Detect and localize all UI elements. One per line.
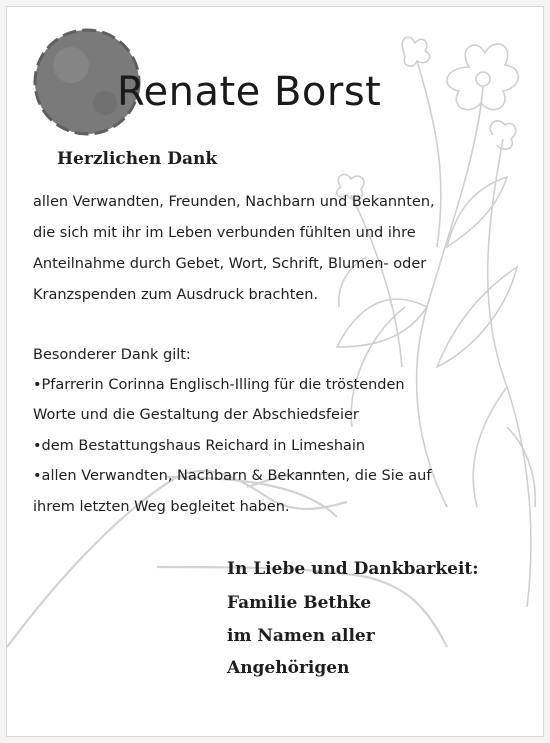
signature-line-4: Angehörigen xyxy=(227,658,350,678)
signature-line-1: In Liebe und Dankbarkeit: xyxy=(227,559,479,579)
obituary-card xyxy=(6,6,544,737)
paragraph-line-2: die sich mit ihr im Leben verbunden fühlten und ihre xyxy=(33,225,416,241)
paragraph-line-4: Kranzspenden zum Ausdruck brachten. xyxy=(33,287,319,303)
special-line-2: Worte und die Gestaltung der Abschiedsfeier xyxy=(33,407,359,423)
paragraph-line-1: allen Verwandten, Freunden, Nachbarn und Bekannten, xyxy=(33,194,435,210)
signature-line-2: Familie Bethke xyxy=(227,593,372,613)
special-thanks-title: Besonderer Dank gilt: xyxy=(33,347,191,363)
flower-illustration-icon xyxy=(337,37,536,607)
special-line-4: •allen Verwandten, Nachbarn & Bekannten, die Sie auf xyxy=(33,468,432,484)
special-line-3: •dem Bestattungshaus Reichard in Limeshain xyxy=(33,438,366,454)
paragraph-line-3: Anteilnahme durch Gebet, Wort, Schrift, Blumen- oder xyxy=(33,256,427,272)
deceased-name: Renate Borst xyxy=(117,69,382,115)
special-line-5: ihrem letzten Weg begleitet haben. xyxy=(33,499,290,515)
signature-line-3: im Namen aller xyxy=(227,626,375,646)
special-line-1: •Pfarrerin Corinna Englisch-Illing für die tröstenden xyxy=(33,377,405,393)
thanks-heading: Herzlichen Dank xyxy=(57,149,218,169)
